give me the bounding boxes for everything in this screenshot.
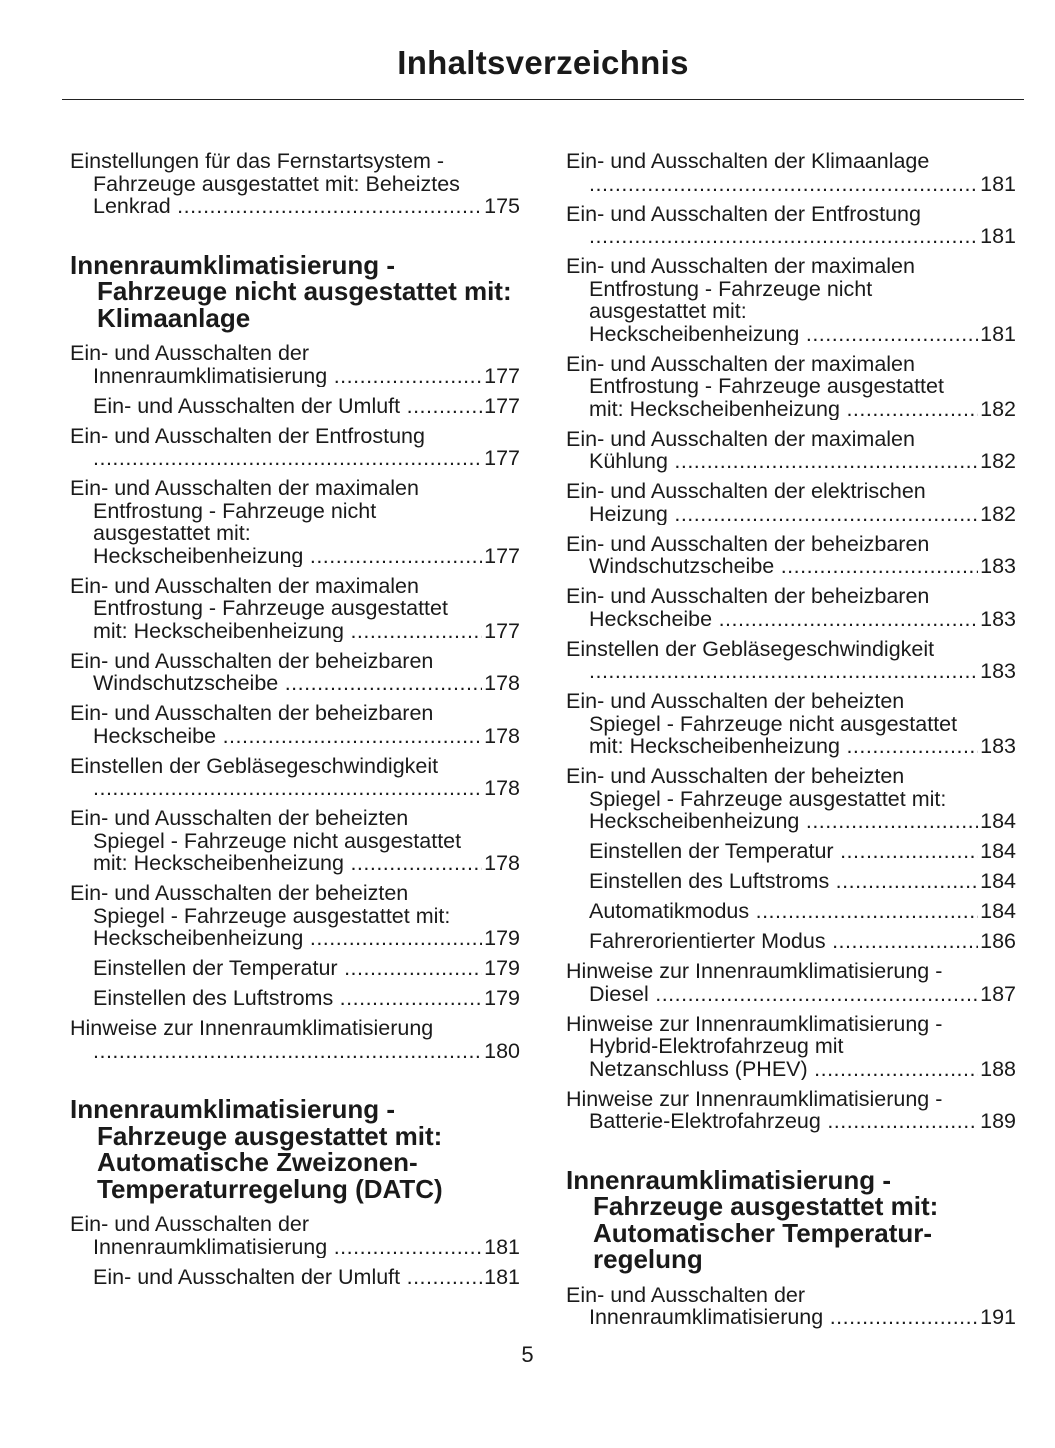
toc-entry-title: Windschutzscheibe .....	[93, 672, 482, 695]
toc-entry-title: Innenraumklimatisierung .....	[93, 365, 482, 388]
toc-entry-title	[93, 447, 482, 470]
toc-entry[interactable]	[566, 533, 1016, 578]
toc-entry[interactable]	[566, 480, 1016, 525]
toc-section-heading: Innenraumklimatisierung - Fahrzeuge nicht ausgestattet mit: Klimaanlage	[70, 249, 512, 333]
toc-page-ref: 181	[484, 1264, 520, 1289]
toc-entry[interactable]	[70, 755, 520, 800]
toc-page-ref: 177	[484, 543, 520, 568]
toc-entry[interactable]	[566, 900, 1016, 923]
toc-entry-line: Entfrostung - Fahrzeuge ausgestattet	[589, 374, 944, 398]
toc-page-ref: 181	[980, 171, 1016, 196]
toc-page-ref: 178	[484, 723, 520, 748]
toc-entry[interactable]	[70, 702, 520, 747]
toc-entry-title: Netzanschluss (PHEV) .....	[589, 1058, 978, 1081]
toc-page-ref: 177	[484, 446, 520, 470]
toc-entry-title: Heckscheibenheizung .....	[589, 810, 978, 833]
toc-entry-line: Spiegel - Fahrzeuge ausgestattet mit:	[93, 903, 451, 928]
page-number: 5	[521, 1342, 534, 1367]
toc-entry[interactable]	[566, 353, 1016, 421]
toc-entry-title: Lenkrad .....	[93, 195, 482, 218]
toc-entry[interactable]	[566, 203, 1016, 248]
page-title: Inhaltsverzeichnis	[397, 44, 689, 81]
toc-page-ref: 183	[980, 554, 1016, 578]
toc-entry[interactable]	[566, 840, 1016, 863]
toc-entry-line: Ein- und Ausschalten der Entfrostung	[566, 201, 921, 226]
toc-page-ref: 182	[980, 501, 1016, 526]
toc-entry[interactable]	[70, 425, 520, 470]
toc-entry-line: Ein- und Ausschalten der beheizten	[70, 881, 409, 905]
toc-entry-title: mit: Heckscheibenheizung .....	[93, 852, 482, 875]
toc-entry-line: Ein- und Ausschalten der elektrischen	[566, 479, 926, 503]
toc-entry-line: Hinweise zur Innenraumklimatisierung -	[566, 1086, 943, 1111]
toc-entry-title: Einstellen der Temperatur .....	[589, 840, 978, 863]
toc-entry[interactable]	[70, 987, 520, 1010]
toc-entry-title	[589, 173, 978, 196]
toc-entry[interactable]	[70, 807, 520, 875]
toc-entry-title: Batterie-Elektrofahrzeug .....	[589, 1110, 978, 1133]
toc-entry[interactable]	[70, 342, 520, 387]
toc-entry-title: Kühlung .....	[589, 450, 978, 473]
toc-entry-title: Ein- und Ausschalten der Umluft .....	[93, 395, 482, 418]
toc-page-ref: 181	[980, 321, 1016, 346]
toc-entry-title	[93, 777, 482, 800]
toc-entry-line: Hinweise zur Innenraumklimatisierung -	[566, 1011, 943, 1036]
toc-entry[interactable]	[566, 585, 1016, 630]
toc-entry-line: Einstellen der Gebläsegeschwindigkeit	[566, 636, 935, 661]
toc-entry-title	[93, 1040, 482, 1063]
toc-entry[interactable]	[566, 765, 1016, 833]
toc-entry-title: mit: Heckscheibenheizung .....	[589, 398, 978, 421]
title-divider	[62, 99, 1024, 100]
toc-entry-title	[589, 225, 978, 248]
toc-entry-line: Ein- und Ausschalten der beheizbaren	[566, 531, 930, 556]
toc-entry-title: Automatikmodus .....	[589, 900, 978, 923]
toc-page-ref: 180	[484, 1038, 520, 1063]
toc-entry-title: Windschutzscheibe .....	[589, 555, 978, 578]
toc-entry-line: Ein- und Ausschalten der beheizbaren	[566, 584, 930, 608]
toc-entry-line: Ein- und Ausschalten der	[70, 341, 310, 365]
toc-entry-line: Entfrostung - Fahrzeuge ausgestattet	[93, 596, 448, 620]
toc-entry[interactable]	[70, 882, 520, 950]
toc-entry-title: Heckscheibe .....	[589, 608, 978, 631]
toc-entry[interactable]	[566, 1013, 1016, 1081]
toc-page-ref: 186	[980, 929, 1016, 953]
toc-entry-line: ausgestattet mit:	[93, 521, 251, 545]
toc-entry-title: mit: Heckscheibenheizung .....	[93, 620, 482, 643]
toc-entry[interactable]	[70, 1266, 520, 1289]
toc-entry-line: Ein- und Ausschalten der Entfrostung	[70, 423, 425, 448]
toc-page-ref: 184	[980, 869, 1016, 893]
toc-entry-line: Spiegel - Fahrzeuge nicht ausgestattet	[589, 711, 958, 736]
toc-entry-line: Hinweise zur Innenraumklimatisierung	[70, 1016, 434, 1040]
toc-entry-line: Entfrostung - Fahrzeuge nicht	[589, 276, 873, 301]
toc-page-ref: 183	[980, 734, 1016, 758]
toc-page-ref: 177	[484, 363, 520, 388]
toc-entry-line: ausgestattet mit:	[589, 299, 747, 323]
toc-entry[interactable]	[566, 255, 1016, 345]
toc-entry-line: Ein- und Ausschalten der maximalen	[70, 573, 419, 598]
toc-entry[interactable]	[566, 690, 1016, 758]
toc-entry[interactable]	[70, 650, 520, 695]
toc-page-ref: 184	[980, 839, 1016, 863]
toc-entry-title	[589, 660, 978, 683]
toc-entry[interactable]	[70, 477, 520, 567]
toc-entry-line: Ein- und Ausschalten der beheizten	[566, 764, 905, 788]
toc-page-ref: 184	[980, 809, 1016, 833]
toc-entry-line: Einstellungen für das Fernstartsystem -	[70, 149, 445, 173]
toc-entry[interactable]	[566, 1284, 1016, 1329]
toc-entry[interactable]	[566, 960, 1016, 1005]
toc-section-heading: Innenraumklimatisierung - Fahrzeuge ausgestattet mit: Automatische Zweizonen-Temperaturregelung (DATC)	[70, 1094, 443, 1204]
toc-entry-title: Fahrerorientierter Modus .....	[589, 930, 978, 953]
toc-entry[interactable]	[70, 1017, 520, 1062]
toc-entry[interactable]	[70, 395, 520, 418]
toc-entry-line: Ein- und Ausschalten der maximalen	[70, 476, 419, 500]
toc-page-ref: 187	[980, 981, 1016, 1006]
toc-entry-title: Innenraumklimatisierung .....	[93, 1236, 482, 1259]
toc-entry-line: Fahrzeuge ausgestattet mit: Beheiztes	[93, 171, 460, 196]
toc-entry-line: Ein- und Ausschalten der beheizbaren	[70, 648, 434, 673]
toc-section-heading: Innenraumklimatisierung - Fahrzeuge ausgestattet mit: Automatischer Temperatur-regelung	[566, 1164, 939, 1274]
toc-page-ref: 181	[484, 1234, 520, 1259]
toc-entry-line: Ein- und Ausschalten der	[566, 1282, 806, 1307]
toc-page-ref: 188	[980, 1056, 1016, 1081]
toc-page-ref: 184	[980, 899, 1016, 923]
toc-entry-line: Entfrostung - Fahrzeuge nicht	[93, 498, 377, 523]
toc-entry[interactable]	[70, 150, 520, 218]
toc-entry-title: Innenraumklimatisierung .....	[589, 1306, 978, 1329]
toc-page-ref: 183	[980, 606, 1016, 631]
toc-entry[interactable]	[566, 428, 1016, 473]
toc-entry-title: Heizung .....	[589, 503, 978, 526]
toc-page-ref: 182	[980, 449, 1016, 473]
toc-entry-line: Spiegel - Fahrzeuge nicht ausgestattet	[93, 828, 462, 853]
toc-entry[interactable]	[70, 1213, 520, 1258]
toc-entry-title: Heckscheibe .....	[93, 725, 482, 748]
toc-page-ref: 178	[484, 671, 520, 695]
toc-entry-line: Ein- und Ausschalten der maximalen	[566, 254, 915, 278]
toc-entry-title: Diesel .....	[589, 983, 978, 1006]
toc-entry-line: Ein- und Ausschalten der beheizbaren	[70, 701, 434, 725]
toc-entry-line: Ein- und Ausschalten der beheizten	[566, 689, 905, 713]
toc-entry[interactable]	[566, 638, 1016, 683]
toc-entry[interactable]	[70, 957, 520, 980]
toc-entry[interactable]	[566, 150, 1016, 195]
toc-page-ref: 177	[484, 393, 520, 418]
toc-entry[interactable]	[566, 1088, 1016, 1133]
toc-entry-title: Ein- und Ausschalten der Umluft .....	[93, 1266, 482, 1289]
toc-entry-line: Ein- und Ausschalten der Klimaanlage	[566, 149, 930, 173]
toc-page-ref: 179	[484, 956, 520, 980]
toc-entry-line: Spiegel - Fahrzeuge ausgestattet mit:	[589, 786, 947, 811]
toc-column-right	[566, 150, 1016, 1336]
toc-entry-line: Ein- und Ausschalten der maximalen	[566, 351, 915, 376]
toc-entry-line: Hybrid-Elektrofahrzeug mit	[589, 1034, 844, 1058]
toc-entry-line: Ein- und Ausschalten der	[70, 1212, 310, 1236]
toc-entry-line: Ein- und Ausschalten der beheizten	[70, 806, 409, 830]
toc-page-ref: 177	[484, 618, 520, 643]
toc-entry-title: Heckscheibenheizung .....	[93, 927, 482, 950]
toc-page-ref: 189	[980, 1109, 1016, 1133]
toc-entry[interactable]	[566, 870, 1016, 893]
toc-page-ref: 178	[484, 851, 520, 875]
toc-entry-line: Einstellen der Gebläsegeschwindigkeit	[70, 753, 439, 778]
toc-page-ref: 175	[484, 194, 520, 218]
toc-entry[interactable]	[70, 575, 520, 643]
toc-entry-title: Heckscheibenheizung .....	[589, 323, 978, 346]
toc-entry-title: Heckscheibenheizung .....	[93, 545, 482, 568]
toc-page-ref: 191	[980, 1305, 1016, 1329]
toc-entry-title: Einstellen des Luftstroms .....	[93, 987, 482, 1010]
toc-entry-line: Hinweise zur Innenraumklimatisierung -	[566, 959, 943, 983]
toc-entry[interactable]	[566, 930, 1016, 953]
toc-entry-title: mit: Heckscheibenheizung .....	[589, 735, 978, 758]
toc-page-ref: 179	[484, 986, 520, 1010]
toc-page-ref: 178	[484, 776, 520, 800]
toc-page-ref: 183	[980, 659, 1016, 683]
toc-page-ref: 181	[980, 224, 1016, 248]
toc-entry-title: Einstellen des Luftstroms .....	[589, 870, 978, 893]
toc-entry-title: Einstellen der Temperatur .....	[93, 957, 482, 980]
toc-page-ref: 182	[980, 396, 1016, 421]
toc-page-ref: 179	[484, 926, 520, 950]
toc-column-left	[70, 150, 520, 1296]
toc-entry-line: Ein- und Ausschalten der maximalen	[566, 426, 915, 451]
